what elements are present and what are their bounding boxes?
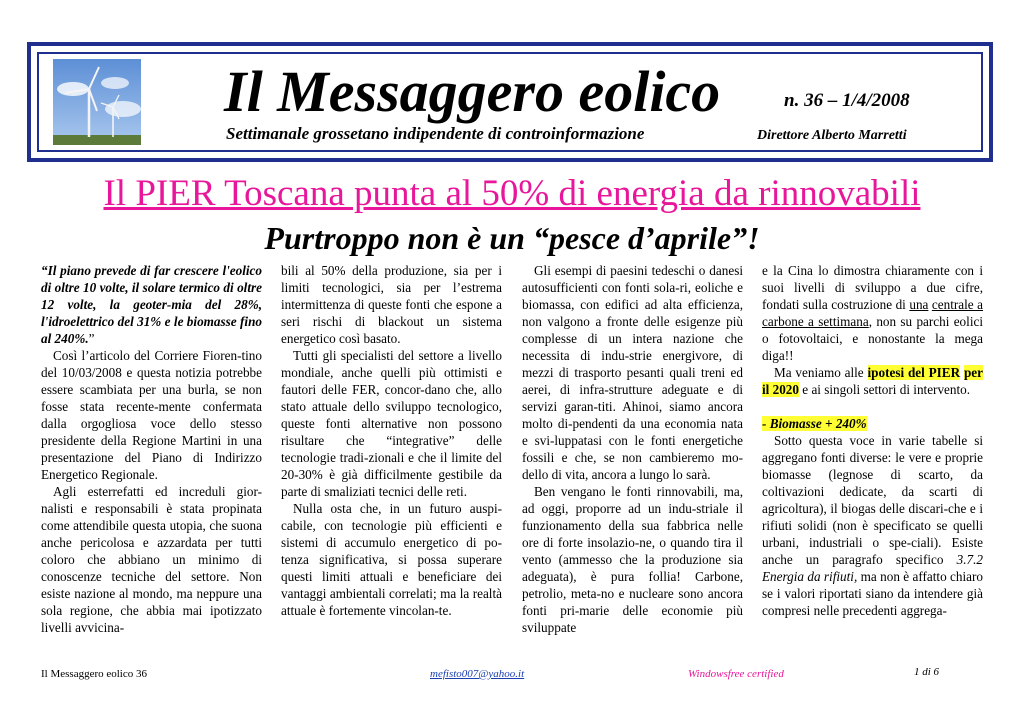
underlined-text: centrale a carbone a settimana xyxy=(762,297,983,329)
article-columns xyxy=(41,262,984,654)
wind-turbine-logo xyxy=(53,59,141,145)
article-column-3 xyxy=(522,262,743,654)
paragraph-text: ma non è affatto chiaro se i valori riportati siano da intendere già compresi nelle precedenti aggrega- xyxy=(762,569,983,618)
masthead-inner-border xyxy=(37,52,983,152)
italic-text: 3.7.2 Energia da rifiuti, xyxy=(762,552,983,584)
page-footer xyxy=(0,666,1024,686)
highlighted-text: per il 2020 xyxy=(762,365,983,397)
masthead xyxy=(27,42,993,162)
article-column-1 xyxy=(41,262,262,654)
article-paragraph: Ben vengano le fonti rinnovabili, ma, ad oggi, proporre ad un indu-striale il funzionamento della sua fabbrica nelle ore di forte insolazio-ne, o quando tira il vento (ammesso che la produzione sia adeguata), è pura follia! Carbone, petrolio, meta-no e nucleare sono ancora fonti pri-marie delle economie più sviluppate xyxy=(522,484,743,635)
footer-certification: Windowsfree certified xyxy=(688,668,784,680)
article-paragraph: Nulla osta che, in un futuro auspi-cabile, con tecnologie più efficienti e sistemi di accumulo energetico di po-tenza significativa, si possa superare questi limiti attuali e beneficiare dei vantaggi ambientali correlati; ma la realtà attuale è fortemente vincolan-te. xyxy=(281,501,502,618)
director-name: Direttore Alberto Marretti xyxy=(757,128,907,143)
article-paragraph: bili al 50% della produzione, sia per i limiti tecnologici, sia per l’estrema intermittenza di queste fonti che espone a seri rischi di blackout un sistema energetico così basato. xyxy=(281,263,502,346)
quote-end: ” xyxy=(88,331,95,346)
section-label: - Biomasse + 240% xyxy=(762,416,867,431)
article-column-2 xyxy=(281,262,502,654)
article-subheadline: Purtroppo non è un “pesce d’aprile”! xyxy=(264,220,760,256)
quote-text: “Il piano prevede di far crescere l'eolico di oltre 10 volte, il solare termico di oltre 12 volte, la geoter-mia del 28%, l'idroelettrico del 31% e le biomasse fino al 240%. xyxy=(41,263,262,346)
footer-publication: Il Messaggero eolico 36 xyxy=(41,668,147,680)
paragraph-text: Ma veniamo alle xyxy=(774,365,864,380)
paragraph-text: , non su parchi eolici o fotovoltaici, e nonostante la mega diga!! xyxy=(762,314,983,363)
article-paragraph: Tutti gli specialisti del settore a livello mondiale, anche quelli più ottimisti e fautori delle FER, concor-dano che, allo stato attuale dello sviluppo tecnologico, queste fonti alternative non possono risultare che “integrative” delle tecnologie tradi-zionali e che il limite del 20-30% è già difficilmente gestibile da parte di smaliziati tecnici delle reti. xyxy=(281,348,502,499)
article-paragraph xyxy=(762,364,983,398)
article-headline: Il PIER Toscana punta al 50% di energia da rinnovabili xyxy=(103,173,921,214)
page-number: 1 di 6 xyxy=(914,666,940,678)
wind-turbine-icon xyxy=(53,59,141,145)
newspaper-title: Il Messaggero eolico xyxy=(224,59,721,124)
paragraph-text: e ai singoli settori di intervento. xyxy=(802,382,971,397)
newspaper-subtitle: Settimanale grossetano indipendente di controinformazione xyxy=(226,124,645,143)
underlined-text: una xyxy=(909,297,929,312)
highlighted-text: ipotesi del PIER xyxy=(867,365,961,380)
article-paragraph xyxy=(762,432,983,619)
paragraph-text: e la Cina lo dimostra chiaramente con i suoi livelli di sviluppo a due cifre, fondati sulla costruzione di xyxy=(762,263,983,312)
footer-email-link[interactable]: mefisto007@yahoo.it xyxy=(430,668,525,680)
issue-number: n. 36 – 1/4/2008 xyxy=(784,90,910,111)
paragraph-text: Sotto questa voce in varie tabelle si aggregano fonti diverse: le vere e proprie biomasse (legnose di scarto, da coltivazioni dedicate, da scarti di agricoltura), il biogas delle discari-che e i rifiuti solidi (non è specificato se quelli urbani, industriali o spe-ciali). Esiste anche un paragrafo specifico xyxy=(762,433,983,567)
article-paragraph xyxy=(762,262,983,364)
section-label-paragraph xyxy=(762,415,983,432)
article-paragraph: Gli esempi di paesini tedeschi o danesi autosufficienti con fonti sola-ri, eoliche e biomassa, con edifici ad alta efficienza, non valgono a fronte delle esigenze più complesse di un intera nazione che necessita di indu-strie energivore, di mezzi di trasporto pesanti quali treni ed aerei, di infra-strutture adeguate e di servizi garan-titi. Ahinoi, siamo ancora molto di-pendenti da una economia nata e svi-luppatasi con le fonti energetiche fossili e che, se non cambieremo mo-dello di vita, ancora a lungo lo sarà. xyxy=(522,263,743,482)
article-paragraph: Agli esterrefatti ed increduli gior-nalisti e responsabili è stata propinata come attendibile questa utopia, che suona anche pericolosa e azzardata per tutti coloro che abbiano un minimo di conoscenze tecniche del settore. Non esiste nazione al mondo, ma neppure una sola regione, che abbia mai ipotizzato livelli avvicina- xyxy=(41,484,262,635)
article-quote xyxy=(41,262,262,347)
article-column-4 xyxy=(762,262,983,654)
article-paragraph: Così l’articolo del Corriere Fioren-tino del 10/03/2008 e questa notizia potrebbe essere scambiata per una burla, se non fosse stata recente-mente confermata dalla orgogliosa voce dello stesso presidente della Regione Martini in una presentazione del Piano di Indirizzo Energetico Regionale. xyxy=(41,348,262,482)
